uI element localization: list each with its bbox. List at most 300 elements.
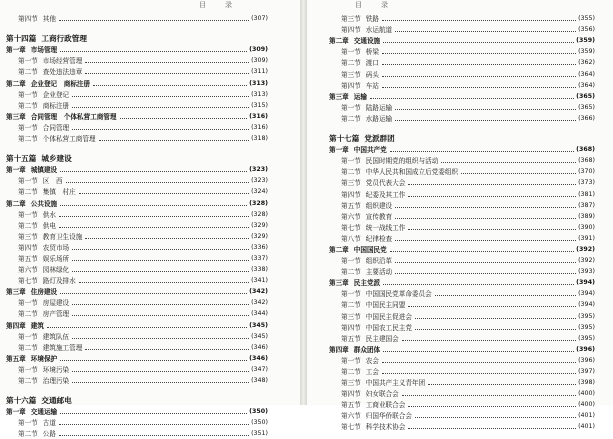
entry-number: 第七节 — [341, 423, 361, 432]
entry-number: 第四节 — [341, 26, 361, 35]
entry-title: 个体私营工商管理 — [42, 135, 96, 144]
toc-section — [329, 102, 595, 113]
entry-page-number: (370) — [578, 168, 595, 176]
entry-number: 第二节 — [18, 377, 38, 385]
toc-chapter — [329, 144, 595, 155]
entry-number: 第二节 — [18, 135, 38, 144]
leader-dots — [60, 293, 247, 294]
entry-page-number: (359) — [576, 37, 595, 45]
toc-chapter — [329, 277, 595, 288]
entry-page-number: (328) — [249, 199, 268, 207]
entry-number: 第一节 — [18, 299, 38, 308]
leader-dots — [59, 20, 249, 21]
entry-title: 民国时期党的组织与活动 — [365, 157, 439, 166]
entry-title: 供电 — [42, 221, 56, 230]
entry-number: 第三章 — [6, 112, 26, 121]
entry-title: 中国民主同盟 — [365, 301, 406, 310]
entry-number: 第十七篇 — [329, 134, 360, 144]
entry-page-number: (309) — [249, 46, 268, 54]
entry-number: 第四节 — [341, 81, 361, 90]
entry-page-number: (401) — [578, 423, 595, 431]
entry-number: 第一节 — [18, 57, 38, 66]
toc-part — [329, 133, 595, 144]
leader-dots — [415, 329, 576, 330]
entry-number: 第七节 — [341, 223, 361, 232]
spacer — [6, 386, 268, 395]
entry-title: 群众团体 — [353, 345, 381, 354]
entry-number: 第十五篇 — [6, 154, 37, 164]
entry-page-number: (396) — [576, 345, 595, 353]
entry-page-number: (342) — [251, 299, 268, 307]
entry-title: 党员代表大会 — [365, 179, 406, 188]
entry-page-number: (316) — [251, 123, 268, 131]
leader-dots — [395, 120, 576, 121]
toc-section — [6, 331, 268, 342]
spacer — [6, 144, 268, 153]
entry-page-number: (315) — [251, 101, 268, 109]
entry-title: 公共设施 — [30, 199, 58, 208]
entry-number: 第二节 — [18, 310, 38, 319]
entry-page-number: (394) — [576, 279, 595, 287]
toc-chapter — [6, 319, 268, 330]
entry-title: 环境污染 — [42, 365, 70, 374]
toc-section — [6, 275, 268, 286]
entry-number: 第四章 — [6, 321, 26, 330]
entry-number: 第一节 — [341, 257, 361, 266]
entry-number: 第五章 — [6, 354, 26, 363]
entry-title: 交通运输 — [30, 408, 58, 417]
entry-title: 建筑队伍 — [42, 332, 70, 341]
entry-number: 第六节 — [18, 266, 38, 275]
entry-title: 交通设施 — [353, 37, 381, 46]
entry-number: 第十六篇 — [6, 396, 37, 406]
leader-dots — [60, 205, 247, 206]
entry-number: 第二节 — [341, 168, 361, 177]
entry-page-number: (342) — [249, 288, 268, 296]
leader-dots — [383, 42, 574, 43]
toc-section — [329, 333, 595, 344]
toc-section — [329, 177, 595, 188]
entry-page-number: (346) — [249, 354, 268, 362]
entry-number: 第一章 — [6, 166, 26, 175]
toc-section — [6, 55, 268, 66]
toc-section — [329, 410, 595, 421]
entry-title: 工商行政管理 — [41, 34, 87, 44]
entry-number: 第一节 — [18, 90, 38, 99]
toc-section — [6, 231, 268, 242]
entry-number: 第二节 — [341, 268, 361, 277]
right-page — [307, 0, 613, 432]
leader-dots — [383, 284, 574, 285]
leader-dots — [72, 338, 249, 339]
entry-title: 娱乐场所 — [42, 254, 70, 263]
leader-dots — [59, 424, 249, 425]
toc-section — [329, 68, 595, 79]
entry-title: 车站 — [365, 81, 379, 90]
entry-title: 渡口 — [365, 59, 379, 68]
entry-number: 第一节 — [341, 356, 361, 365]
leader-dots — [395, 207, 576, 208]
entry-title: 党派群团 — [364, 134, 395, 144]
entry-title: 民主建国会 — [365, 334, 399, 343]
toc-section — [6, 242, 268, 253]
entry-title: 路灯及排水 — [42, 277, 76, 286]
entry-number: 第一节 — [18, 365, 38, 374]
toc-part — [6, 153, 268, 164]
entry-page-number: (351) — [251, 430, 268, 438]
entry-number: 第一节 — [341, 103, 361, 112]
entry-title: 工会 — [365, 368, 379, 376]
leader-dots — [383, 351, 574, 352]
entry-number: 第二节 — [18, 68, 38, 77]
entry-page-number: (389) — [578, 212, 595, 220]
entry-title: 组织建设 — [365, 201, 393, 210]
toc-section — [6, 417, 268, 428]
entry-number: 第一章 — [329, 146, 349, 155]
toc-section — [6, 89, 268, 100]
leader-dots — [72, 371, 249, 372]
toc-section — [329, 233, 595, 244]
leader-dots — [79, 193, 249, 194]
toc-chapter — [329, 35, 595, 46]
entry-title: 企业登记 — [42, 90, 70, 99]
leader-dots — [72, 315, 249, 316]
leader-dots — [59, 216, 249, 217]
leader-dots — [408, 306, 576, 307]
entry-title: 民主党派 — [353, 279, 381, 288]
entry-title: 古道 — [42, 419, 56, 428]
leader-dots — [370, 98, 574, 99]
entry-title: 宣传教育 — [365, 212, 393, 221]
toc-chapter — [329, 244, 595, 255]
entry-page-number: (392) — [576, 245, 595, 253]
entry-page-number: (329) — [251, 221, 268, 229]
leader-dots — [85, 62, 249, 63]
entry-title: 铁路 — [365, 15, 379, 24]
entry-title: 农会 — [365, 356, 379, 365]
toc-section — [329, 211, 595, 222]
entry-page-number: (398) — [578, 379, 595, 387]
entry-page-number: (401) — [578, 412, 595, 420]
entry-number: 第五节 — [341, 334, 361, 343]
entry-page-number: (318) — [251, 135, 268, 143]
toc-section — [329, 288, 595, 299]
entry-page-number: (394) — [578, 301, 595, 309]
leader-dots — [382, 76, 576, 77]
leader-dots — [79, 282, 249, 283]
leader-dots — [408, 229, 576, 230]
leader-dots — [408, 428, 576, 429]
entry-page-number: (397) — [578, 368, 595, 375]
entry-title: 中国国民党革命委员会 — [365, 290, 432, 299]
leader-dots — [72, 129, 249, 130]
entry-page-number: (313) — [249, 79, 268, 87]
toc-section — [329, 266, 595, 277]
entry-page-number: (309) — [251, 57, 268, 65]
toc-section — [329, 310, 595, 321]
entry-number: 第二节 — [18, 188, 38, 197]
entry-page-number: (364) — [578, 81, 595, 89]
leader-dots — [382, 20, 576, 21]
entry-number: 第四节 — [341, 190, 361, 199]
toc-section — [329, 200, 595, 211]
entry-page-number: (395) — [578, 312, 595, 320]
entry-page-number: (366) — [578, 114, 595, 122]
toc-section — [329, 377, 595, 388]
entry-page-number: (373) — [578, 179, 595, 187]
entry-title: 集镇 村庄 — [42, 188, 76, 197]
entry-title: 中国国民党 — [353, 245, 387, 254]
entry-page-number: (323) — [251, 177, 268, 185]
leader-dots — [382, 64, 576, 65]
entry-title: 市场管理 — [30, 46, 58, 55]
entry-title: 公路 — [42, 430, 56, 439]
entry-title: 建筑 — [30, 321, 44, 330]
entry-page-number: (336) — [251, 243, 268, 251]
entry-title: 中国共产党 — [353, 146, 387, 155]
entry-title: 房屋建设 — [42, 299, 70, 308]
toc-section — [329, 188, 595, 199]
leader-dots — [428, 384, 576, 385]
toc-chapter — [6, 111, 268, 122]
entry-page-number: (364) — [578, 70, 595, 78]
entry-page-number: (338) — [251, 266, 268, 274]
entry-title: 环境保护 — [30, 354, 58, 363]
entry-number: 第三节 — [341, 312, 361, 321]
leader-dots — [59, 227, 249, 228]
entry-number: 第二节 — [341, 368, 361, 376]
toc-section — [329, 24, 595, 35]
leader-dots — [395, 218, 576, 219]
toc-section — [329, 57, 595, 68]
entry-number: 第三节 — [341, 15, 361, 24]
toc-section — [329, 166, 595, 177]
entry-number: 第二章 — [329, 245, 349, 254]
entry-title: 查处违法违章 — [42, 68, 83, 77]
entry-title: 城镇建设 — [30, 166, 58, 175]
leader-dots — [85, 349, 249, 350]
toc-section — [329, 399, 595, 410]
leader-dots — [72, 304, 249, 305]
entry-title: 其他 — [42, 15, 56, 24]
entry-page-number: (390) — [578, 223, 595, 231]
entry-number: 第二节 — [18, 101, 38, 110]
entry-page-number: (346) — [251, 343, 268, 351]
entry-title: 合同管理 个体私营工商管理 — [30, 112, 117, 121]
leader-dots — [395, 262, 576, 263]
entry-title: 商标注册 — [42, 101, 70, 110]
entry-number: 第二章 — [329, 37, 349, 46]
leader-dots — [390, 151, 574, 152]
entry-title: 妇女联合会 — [365, 390, 399, 399]
entry-page-number: (341) — [251, 277, 268, 285]
leader-dots — [59, 435, 249, 436]
leader-dots — [415, 318, 576, 319]
leader-dots — [72, 260, 249, 261]
leader-dots — [382, 362, 576, 363]
entry-page-number: (365) — [578, 103, 595, 111]
toc-list — [6, 13, 268, 439]
entry-page-number: (329) — [251, 232, 268, 240]
toc-section — [6, 428, 268, 439]
leader-dots — [382, 87, 576, 88]
entry-page-number: (350) — [251, 419, 268, 427]
leader-dots — [47, 327, 247, 328]
toc-chapter — [329, 91, 595, 102]
entry-title: 治理污染 — [42, 377, 70, 385]
leader-dots — [120, 118, 248, 119]
entry-page-number: (355) — [578, 15, 595, 23]
entry-page-number: (348) — [251, 377, 268, 384]
entry-page-number: (393) — [578, 268, 595, 276]
leader-dots — [435, 295, 576, 296]
entry-page-number: (387) — [578, 201, 595, 209]
toc-section — [6, 253, 268, 264]
leader-dots — [99, 140, 250, 141]
entry-number: 第五节 — [341, 201, 361, 210]
running-head: 目 录 — [199, 1, 238, 9]
entry-page-number: (368) — [576, 146, 595, 154]
leader-dots — [60, 413, 247, 414]
entry-number: 第八节 — [341, 234, 361, 243]
entry-page-number: (323) — [249, 166, 268, 174]
toc-section — [329, 366, 595, 377]
entry-title: 建筑施工管理 — [42, 343, 83, 352]
entry-title: 科学技术协会 — [365, 423, 406, 432]
entry-number: 第四节 — [18, 243, 38, 252]
entry-page-number: (391) — [578, 234, 595, 242]
entry-number: 第二章 — [6, 79, 26, 88]
leader-dots — [382, 53, 576, 54]
entry-title: 组织沿革 — [365, 257, 393, 266]
entry-page-number: (344) — [251, 310, 268, 318]
entry-number: 第二章 — [6, 199, 26, 208]
entry-number: 第三章 — [6, 288, 26, 297]
leader-dots — [72, 249, 249, 250]
entry-title: 城乡建设 — [41, 154, 72, 164]
leader-dots — [382, 373, 576, 374]
toc-section — [329, 299, 595, 310]
left-page — [0, 0, 300, 439]
entry-title: 水运航道 — [365, 26, 393, 35]
toc-section — [329, 80, 595, 91]
toc-section — [6, 66, 268, 77]
entry-title: 运输 — [353, 92, 367, 101]
entry-page-number: (395) — [578, 334, 595, 342]
leader-dots — [72, 107, 249, 108]
toc-chapter — [6, 197, 268, 208]
entry-page-number: (359) — [578, 48, 595, 56]
entry-title: 中华人民共和国成立后党委组织 — [365, 168, 459, 177]
entry-number: 第三节 — [341, 70, 361, 79]
entry-number: 第一节 — [18, 177, 38, 186]
entry-number: 第一节 — [341, 48, 361, 57]
entry-page-number: (307) — [251, 15, 268, 23]
entry-page-number: (316) — [249, 112, 268, 120]
entry-title: 房产管理 — [42, 310, 70, 319]
book-gutter — [300, 0, 307, 405]
entry-page-number: (368) — [578, 157, 595, 165]
entry-number: 第一节 — [341, 290, 361, 299]
toc-section — [6, 13, 268, 24]
entry-page-number: (362) — [578, 59, 595, 67]
leader-dots — [408, 406, 576, 407]
entry-page-number: (392) — [578, 257, 595, 265]
leader-dots — [395, 273, 576, 274]
toc-chapter — [329, 344, 595, 355]
toc-section — [6, 133, 268, 144]
leader-dots — [441, 162, 576, 163]
entry-number: 第五节 — [18, 254, 38, 263]
entry-number: 第四章 — [329, 345, 349, 354]
toc-chapter — [6, 164, 268, 175]
toc-section — [6, 186, 268, 197]
entry-page-number: (328) — [251, 210, 268, 218]
entry-number: 第四节 — [341, 390, 361, 399]
leader-dots — [408, 196, 576, 197]
entry-number: 第二节 — [341, 301, 361, 310]
leader-dots — [402, 340, 576, 341]
leader-dots — [408, 184, 576, 185]
toc-section — [329, 222, 595, 233]
toc-chapter — [6, 44, 268, 55]
entry-title: 供水 — [42, 210, 56, 219]
toc-part — [6, 33, 268, 44]
toc-section — [6, 297, 268, 308]
toc-section — [329, 421, 595, 432]
leader-dots — [85, 238, 249, 239]
leader-dots — [395, 31, 576, 32]
entry-title: 园林绿化 — [42, 266, 70, 275]
toc-list — [329, 13, 595, 432]
entry-page-number: (347) — [251, 365, 268, 373]
entry-number: 第一节 — [18, 210, 38, 219]
entry-title: 企业登记 商标注册 — [30, 79, 91, 88]
entry-number: 第二节 — [18, 430, 38, 439]
entry-number: 第二节 — [18, 221, 38, 230]
entry-page-number: (400) — [578, 390, 595, 398]
entry-page-number: (337) — [251, 254, 268, 262]
entry-title: 纪委及其工作 — [365, 190, 406, 199]
leader-dots — [72, 271, 249, 272]
toc-section — [6, 308, 268, 319]
entry-title: 码头 — [365, 70, 379, 79]
entry-number: 第二节 — [341, 59, 361, 68]
toc-section — [329, 355, 595, 366]
spacer — [329, 124, 595, 133]
entry-number: 第三章 — [329, 92, 349, 101]
entry-page-number: (324) — [251, 188, 268, 196]
entry-title: 陆路运输 — [365, 103, 393, 112]
entry-number: 第三节 — [18, 232, 38, 241]
entry-page-number: (350) — [249, 408, 268, 416]
entry-title: 农贸市场 — [42, 243, 70, 252]
entry-title: 中国民主促进会 — [365, 312, 412, 321]
entry-number: 第一章 — [6, 408, 26, 417]
toc-section — [329, 155, 595, 166]
entry-title: 水路运输 — [365, 114, 393, 123]
entry-title: 市场经营管理 — [42, 57, 83, 66]
leader-dots — [395, 109, 576, 110]
entry-title: 教育卫生设施 — [42, 232, 83, 241]
toc-section — [329, 322, 595, 333]
entry-number: 第七节 — [18, 277, 38, 286]
entry-page-number: (396) — [578, 356, 595, 364]
leader-dots — [72, 382, 249, 383]
toc-section — [329, 13, 595, 24]
running-head: 目 录 — [355, 1, 394, 9]
entry-number: 第二节 — [18, 343, 38, 352]
